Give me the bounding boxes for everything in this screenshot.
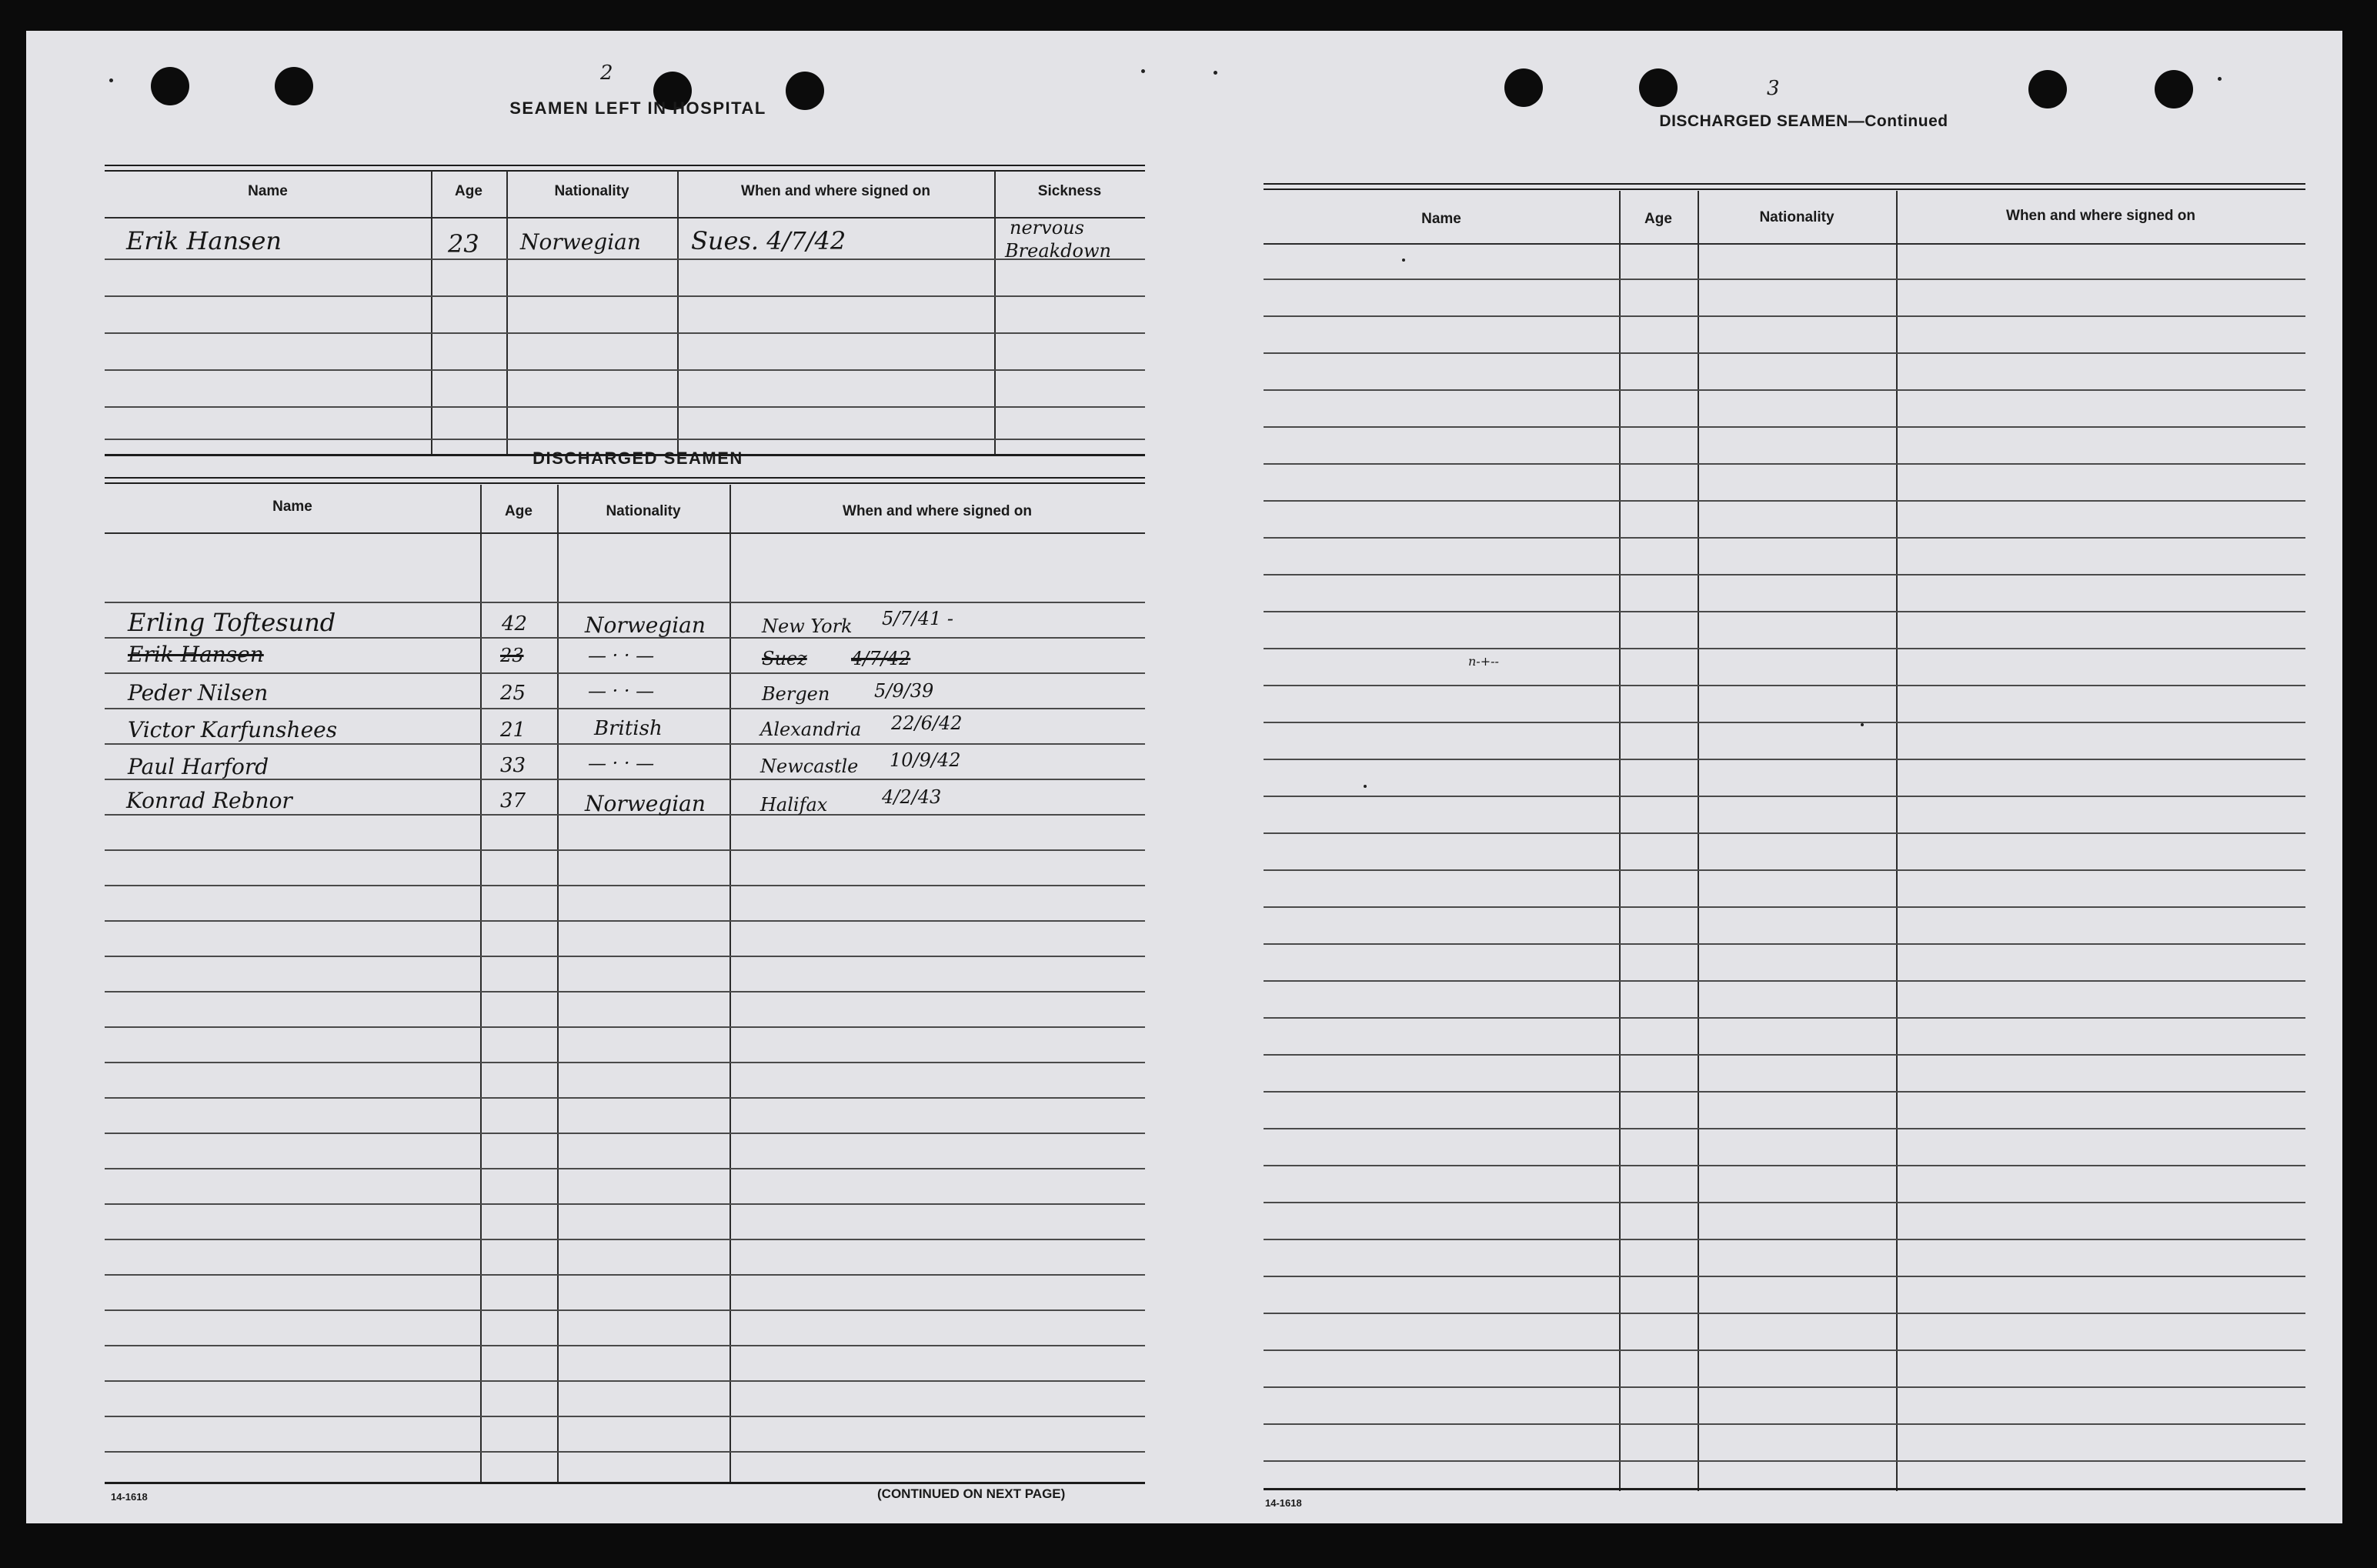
row-line: [1264, 1276, 2305, 1277]
signed-on-date: 4/2/43: [882, 786, 942, 808]
row-line: [105, 1168, 1145, 1169]
seaman-name: Victor Karfunshees: [128, 717, 338, 742]
row-line: [105, 708, 1145, 709]
row-line: [1264, 1313, 2305, 1314]
continued-note: (CONTINUED ON NEXT PAGE): [877, 1486, 1066, 1501]
row-line: [105, 1062, 1145, 1063]
row-line: [1264, 869, 2305, 871]
signed-on-date: 10/9/42: [890, 749, 961, 771]
dot-mark: [109, 78, 113, 82]
row-line: [1264, 389, 2305, 391]
row-line: [105, 1097, 1145, 1099]
seaman-age: 23: [500, 645, 524, 666]
row-line: [1264, 500, 2305, 502]
row-line: [1264, 611, 2305, 612]
document-sheet: [26, 31, 2342, 1523]
seaman-name: Peder Nilsen: [128, 680, 269, 706]
signed-on-place: Suez: [762, 648, 807, 669]
hospital-seaman-age: 23: [448, 229, 479, 259]
row-line: [1264, 722, 2305, 723]
hospital-seaman-nationality: Norwegian: [520, 229, 641, 255]
discharged-continued-title: DISCHARGED SEAMEN—Continued: [1659, 112, 1948, 130]
column-header-nationality: Nationality: [554, 183, 629, 199]
discharged-section-title: DISCHARGED SEAMEN: [532, 449, 743, 468]
page-number: 3: [1767, 77, 1780, 100]
column-header-signed-on: When and where signed on: [2006, 208, 2195, 224]
hospital-seaman-signed-on: Sues. 4/7/42: [691, 226, 846, 255]
signed-on-date: 5/7/41 -: [882, 608, 953, 629]
punch-hole: [1504, 68, 1543, 107]
form-number: 14-1618: [1265, 1497, 1302, 1509]
signed-on-place: Newcastle: [760, 756, 859, 777]
row-line: [1264, 426, 2305, 428]
row-line: [1264, 1386, 2305, 1388]
signed-on-date: 4/7/42: [851, 648, 911, 669]
seaman-nationality: Norwegian: [585, 612, 706, 638]
discharged-table: [105, 477, 1145, 1485]
dot-mark: [1402, 259, 1405, 262]
hospital-seaman-sickness: Breakdown: [1005, 240, 1111, 262]
table-top-rule: [1264, 183, 2305, 190]
row-line: [105, 672, 1145, 674]
column-header-age: Age: [455, 183, 482, 199]
row-line: [105, 1133, 1145, 1134]
column-header-age: Age: [505, 503, 532, 519]
seaman-age: 37: [500, 789, 526, 812]
dot-mark: [1364, 785, 1367, 788]
seaman-age: 25: [500, 682, 526, 705]
row-line: [105, 369, 1145, 371]
row-line: [105, 439, 1145, 440]
column-divider: [1619, 191, 1621, 1491]
table-top-rule: [105, 165, 1145, 172]
row-line: [1264, 279, 2305, 280]
column-header-nationality: Nationality: [1759, 209, 1834, 225]
seaman-age: 33: [500, 754, 526, 777]
row-line: [1264, 980, 2305, 982]
seaman-nationality: Norwegian: [585, 791, 706, 816]
row-line: [1264, 537, 2305, 539]
column-header-nationality: Nationality: [606, 503, 681, 519]
row-line: [105, 295, 1145, 297]
table-bottom-rule: [1264, 1488, 2305, 1490]
column-divider: [431, 171, 432, 454]
signed-on-place: New York: [762, 616, 853, 637]
column-divider: [677, 171, 679, 454]
header-bottom-rule: [1264, 243, 2305, 245]
column-header-name: Name: [248, 183, 288, 199]
signed-on-date: 22/6/42: [891, 712, 963, 734]
row-line: [1264, 463, 2305, 465]
seaman-age: 42: [502, 612, 528, 636]
hospital-table: [105, 131, 1145, 462]
table-bottom-rule: [105, 1482, 1145, 1484]
row-line: [105, 332, 1145, 334]
column-divider: [1698, 191, 1699, 1491]
row-line: [1264, 574, 2305, 575]
row-line: [1264, 906, 2305, 908]
dot-mark: [1861, 723, 1864, 726]
form-number: 14-1618: [111, 1491, 148, 1503]
seaman-nationality: — · · —: [588, 680, 655, 702]
header-bottom-rule: [105, 217, 1145, 219]
seaman-age: 21: [500, 719, 526, 742]
column-header-signed-on: When and where signed on: [741, 183, 930, 199]
hospital-seaman-name: Erik Hansen: [126, 226, 282, 255]
table-top-rule: [105, 477, 1145, 484]
hospital-seaman-sickness: nervous: [1010, 217, 1084, 239]
column-header-age: Age: [1644, 211, 1672, 227]
row-line: [105, 1203, 1145, 1205]
punch-hole: [2028, 70, 2067, 108]
row-line: [1264, 943, 2305, 945]
row-line: [105, 920, 1145, 922]
punch-hole: [275, 67, 313, 105]
row-line: [1264, 832, 2305, 834]
signed-on-place: Bergen: [762, 683, 830, 705]
seaman-name: Erling Toftesund: [128, 608, 336, 637]
row-line: [105, 1309, 1145, 1311]
row-line: [1264, 1423, 2305, 1425]
row-line: [105, 1239, 1145, 1240]
row-line: [1264, 352, 2305, 354]
page-number: 2: [600, 62, 613, 85]
row-line: [105, 991, 1145, 993]
row-line: [105, 743, 1145, 745]
signed-on-place: Halifax: [760, 794, 828, 816]
seaman-name: Konrad Rebnor: [126, 788, 292, 813]
column-divider: [994, 171, 996, 454]
row-line: [105, 1416, 1145, 1417]
dot-mark: [1141, 69, 1145, 73]
row-line: [105, 259, 1145, 260]
column-header-sickness: Sickness: [1037, 183, 1102, 199]
column-divider: [729, 485, 731, 1483]
punch-hole: [2155, 70, 2193, 108]
row-line: [1264, 1349, 2305, 1351]
row-line: [105, 1380, 1145, 1382]
signed-on-place: Alexandria: [760, 719, 862, 740]
seaman-nationality: — · · —: [588, 752, 655, 774]
row-line: [1264, 1054, 2305, 1056]
row-line: [1264, 759, 2305, 760]
row-line: [105, 1345, 1145, 1346]
column-divider: [1896, 191, 1898, 1491]
row-line: [1264, 648, 2305, 649]
seaman-nationality: — · · —: [588, 645, 655, 666]
column-header-signed-on: When and where signed on: [843, 503, 1032, 519]
row-line: [1264, 1460, 2305, 1462]
seaman-nationality: British: [594, 717, 663, 740]
row-line: [105, 406, 1145, 408]
row-line: [1264, 315, 2305, 317]
column-header-name: Name: [1421, 211, 1461, 227]
row-line: [105, 849, 1145, 851]
punch-hole: [1639, 68, 1678, 107]
column-divider: [557, 485, 559, 1483]
stray-pencil-mark: n-+--: [1468, 654, 1499, 669]
row-line: [1264, 1128, 2305, 1129]
dot-mark: [1214, 71, 1217, 75]
column-divider: [506, 171, 508, 454]
seaman-name: Erik Hansen: [128, 642, 264, 667]
row-line: [105, 885, 1145, 886]
row-line: [105, 1451, 1145, 1453]
row-line: [1264, 1165, 2305, 1166]
seaman-name: Paul Harford: [128, 754, 269, 779]
row-line: [105, 1274, 1145, 1276]
dot-mark: [2218, 77, 2222, 81]
signed-on-date: 5/9/39: [874, 680, 934, 702]
column-header-name: Name: [272, 499, 312, 515]
row-line: [1264, 1017, 2305, 1019]
header-bottom-rule: [105, 532, 1145, 534]
discharged-continued-table: [1264, 149, 2305, 1491]
row-line: [105, 956, 1145, 957]
row-line: [105, 1026, 1145, 1028]
row-line: [1264, 685, 2305, 686]
row-line: [1264, 1239, 2305, 1240]
row-line: [1264, 796, 2305, 797]
column-divider: [480, 485, 482, 1483]
hospital-section-title: SEAMEN LEFT IN HOSPITAL: [509, 98, 766, 118]
row-line: [1264, 1091, 2305, 1093]
row-line: [105, 602, 1145, 603]
punch-hole: [151, 67, 189, 105]
row-line: [1264, 1202, 2305, 1203]
